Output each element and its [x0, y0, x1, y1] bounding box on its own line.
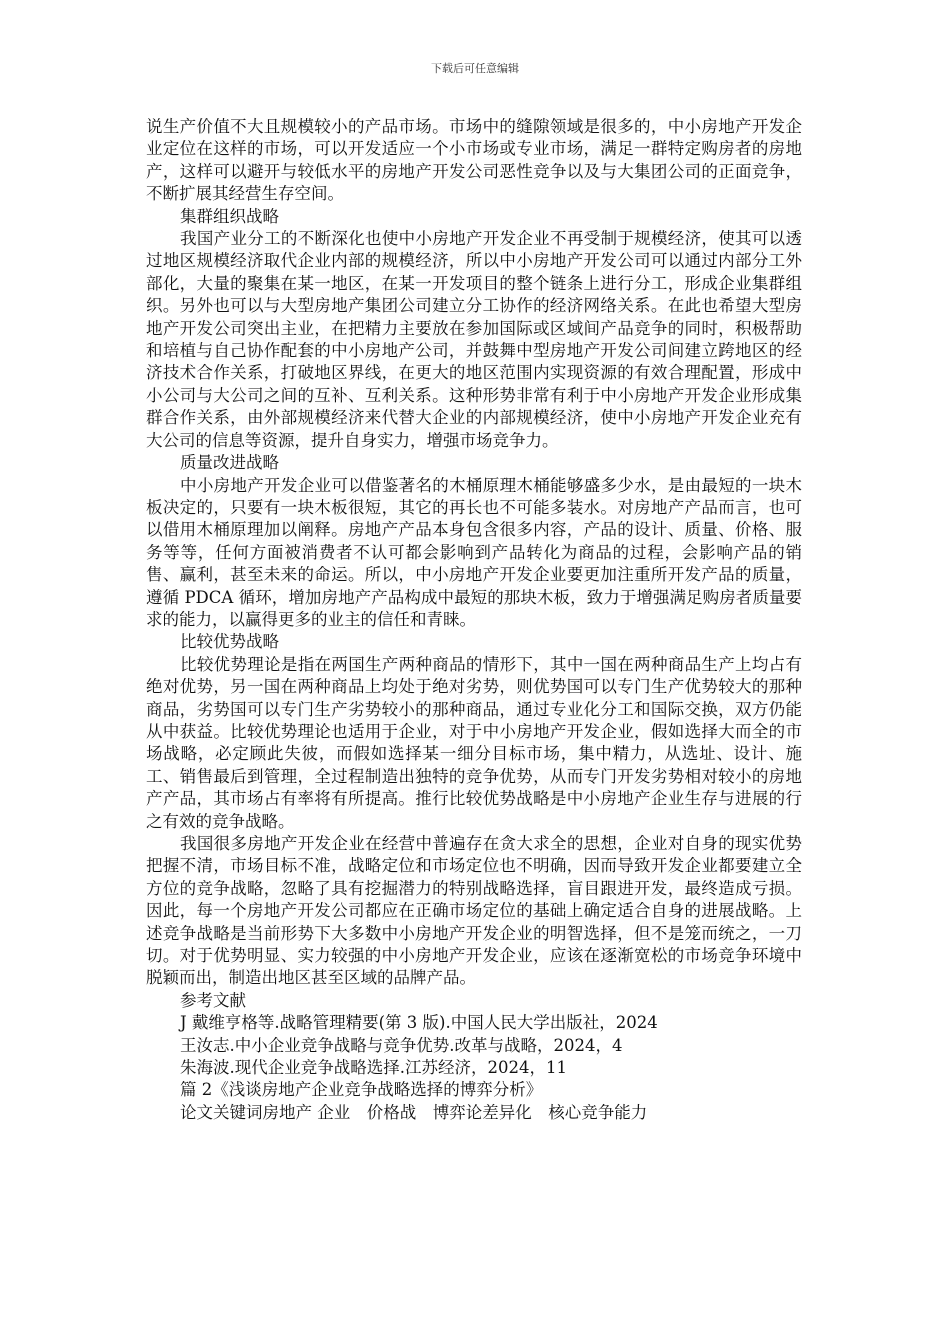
keywords-line: 论文关键词房地产 企业 价格战 博弈论差异化 核心竞争能力 [180, 1102, 648, 1122]
section-heading-cluster: 集群组织战略 [180, 206, 279, 226]
reference-item: 朱海波.现代企业竞争战略选择.江苏经济，2024，11 [180, 1058, 567, 1078]
reference-item: 王汝志.中小企业竞争战略与竞争优势.改革与战略，2024，4 [180, 1035, 623, 1055]
paragraph: 我国很多房地产开发企业在经营中普遍存在贪大求全的思想，企业对自身的现实优势把握不清，市场目标不准，战略定位和市场定位也不明确，因而导致开发企业都要建立全方位的竞争战略，忽略了具有挖掘潜力的特别战略选择，盲目跟进开发，最终造成亏损。因此，每一个房地产开发公司都应在正确市场定位的基础上确定适合自身的进展战略。上述竞争战略是当前形势下大多数中小房地产开发企业的明智选择，但不是笼而统之，一刀切。对于优势明显、实力较强的中小房地产开发企业，应该在逐渐宽松的市场竞争环境中脱颖而出，制造出地区甚至区域的品牌产品。 [146, 834, 802, 988]
section-heading-comparative: 比较优势战略 [180, 632, 279, 652]
reference-item: J 戴维亨格等.战略管理精要(第 3 版).中国人民大学出版社，2024 [180, 1013, 658, 1033]
references-heading: 参考文献 [180, 990, 246, 1010]
article-title: 篇 2《浅谈房地产企业竞争战略选择的博弈分析》 [180, 1080, 543, 1100]
paragraph: 中小房地产开发企业可以借鉴著名的木桶原理木桶能够盛多少水，是由最短的一块木板决定的，只要有一块木板很短，其它的再长也不可能多装水。对房地产产品而言，也可以借用木桶原理加以阐释。房地产产品本身包含很多内容，产品的设计、质量、价格、服务等等，任何方面被消费者不认可都会影响到产品转化为商品的过程，会影响产品的销售、赢利，甚至未来的命运。所以，中小房地产开发企业要更加注重所开发产品的质量，遵循 PDCA 循环，增加房地产产品构成中最短的那块木板，致力于增强满足购房者质量要求的能力，以赢得更多的业主的信任和青睐。 [146, 475, 802, 629]
paragraph: 说生产价值不大且规模较小的产品市场。市场中的缝隙领域是很多的，中小房地产开发企业定位在这样的市场，可以开发适应一个小市场或专业市场，满足一群特定购房者的房地产，这样可以避开与较低水平的房地产开发公司恶性竞争以及与大集团公司的正面竞争，不断扩展其经营生存空间。 [146, 117, 802, 204]
paragraph: 比较优势理论是指在两国生产两种商品的情形下，其中一国在两种商品生产上均占有绝对优势，另一国在两种商品上均处于绝对劣势，则优势国可以专门生产优势较大的那种商品，劣势国可以专门生产劣势较小的那种商品，通过专业化分工和国际交换，双方仍能从中获益。比较优势理论也适用于企业，对于中小房地产开发企业，假如选择大而全的市场战略，必定顾此失彼，而假如选择某一细分目标市场，集中精力，从选址、设计、施工、销售最后到管理，全过程制造出独特的竞争优势，从而专门开发劣势相对较小的房地产产品，其市场占有率将有所提高。推行比较优势战略是中小房地产企业生存与进展的行之有效的竞争战略。 [146, 654, 802, 831]
paragraph: 我国产业分工的不断深化也使中小房地产开发企业不再受制于规模经济，使其可以透过地区规模经济取代企业内部的规模经济，所以中小房地产开发公司可以通过内部分工外部化，大量的聚集在某一地区，在某一开发项目的整个链条上进行分工，形成企业集群组织。另外也可以与大型房地产集团公司建立分工协作的经济网络关系。在此也希望大型房地产开发公司突出主业，在把精力主要放在参加国际或区域间产品竞争的同时，积极帮助和培植与自己协作配套的中小房地产公司，并鼓舞中型房地产开发公司间建立跨地区的经济技术合作关系，打破地区界线，在更大的地区范围内实现资源的有效合理配置，形成中小公司与大公司之间的互补、互利关系。这种形势非常有利于中小房地产开发企业形成集群合作关系，由外部规模经济来代替大企业的内部规模经济，使中小房地产开发企业充有大公司的信息等资源，提升自身实力，增强市场竞争力。 [146, 229, 802, 450]
page-header: 下载后可任意编辑 [431, 62, 519, 75]
section-heading-quality: 质量改进战略 [180, 453, 279, 473]
document-body [146, 116, 802, 1124]
